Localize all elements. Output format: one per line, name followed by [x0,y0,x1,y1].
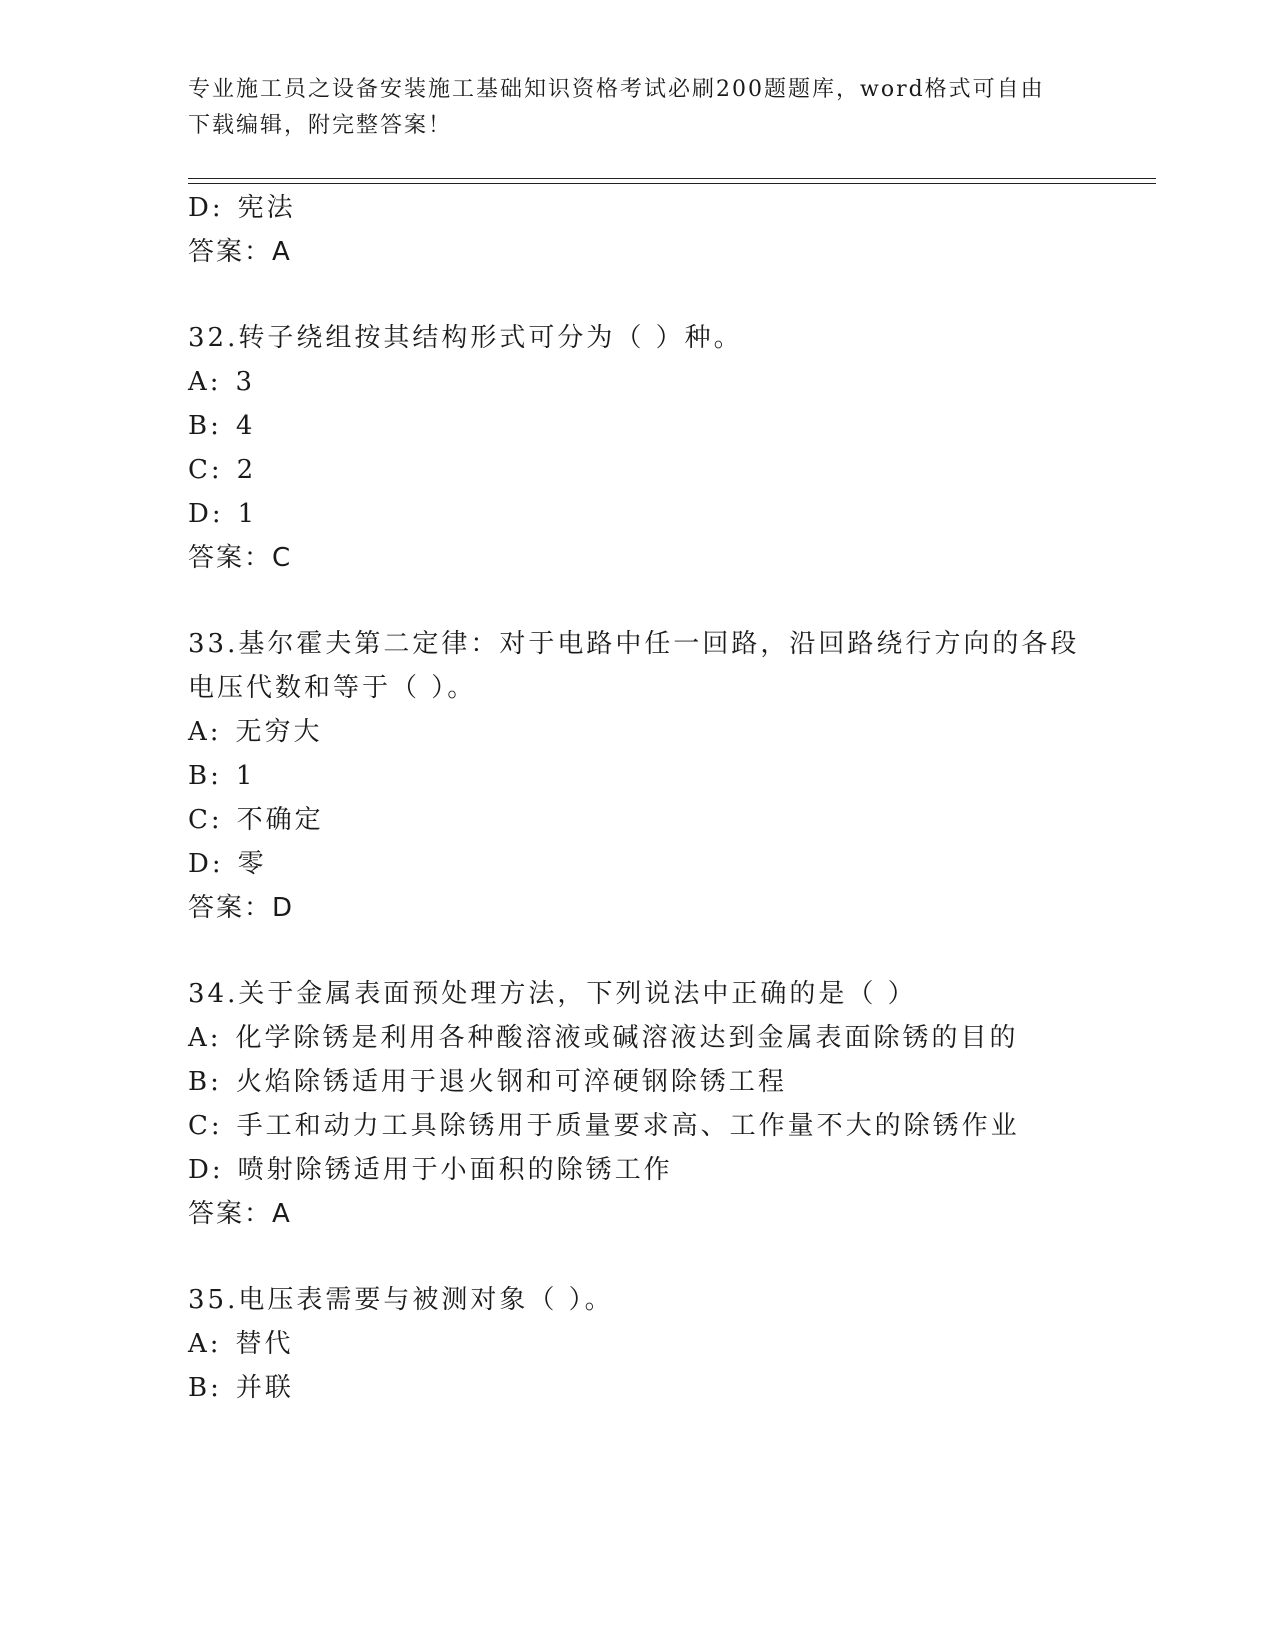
question-text: 关于金属表面预处理方法，下列说法中正确的是（ ） [238,979,917,1009]
option-key: A: [188,717,222,747]
answer-line: 答案：A [188,1199,292,1229]
option-text: 手工和动力工具除锈用于质量要求高、工作量不大的除锈作业 [236,1111,1020,1141]
option-text: 化学除锈是利用各种酸溶液或碱溶液达到金属表面除锈的目的 [235,1023,1019,1053]
option-key: A: [188,1023,222,1053]
option-a [188,366,255,398]
question-stem-continued: 电压代数和等于（ ）。 [188,673,477,703]
option-key: B: [188,1067,222,1097]
option-text: 零 [237,849,267,879]
option-text: 4 [235,411,256,441]
question-stem [188,1284,614,1316]
option-key: C: [188,455,223,485]
option-key: D: [188,849,224,879]
option-text: 1 [237,499,258,529]
header-line-2: 下载编辑，附完整答案！ [188,113,453,138]
option-text: 喷射除锈适用于小面积的除锈工作 [237,1155,673,1185]
option-c [188,804,324,836]
option-key: C: [188,805,223,835]
option-text: 并联 [235,1373,294,1403]
option-text: 2 [236,455,257,485]
question-number: 33. [188,629,239,659]
question-text: 基尔霍夫第二定律：对于电路中任一回路，沿回路绕行方向的各段 [238,629,1080,659]
option-d [188,848,267,880]
question-number: 32. [188,323,239,353]
answer-line: 答案：D [188,893,295,923]
option-key: D: [188,193,224,223]
answer-line: 答案：A [188,237,292,267]
question-text: 转子绕组按其结构形式可分为（ ）种。 [238,323,743,353]
header-divider-top [188,178,1156,179]
question-number: 34. [188,979,239,1009]
option-text: 3 [235,367,256,397]
question-stem [188,628,1079,660]
document-header [188,72,1088,144]
option-key: A: [188,1329,222,1359]
option-key: B: [188,1373,222,1403]
option-a [188,1328,294,1360]
option-a [188,1022,1019,1054]
header-divider-bottom [188,183,1156,184]
option-key: B: [188,411,222,441]
option-key: B: [188,761,222,791]
option-key: A: [188,367,222,397]
option-c [188,1110,1020,1142]
question-text: 电压表需要与被测对象（ ）。 [238,1285,614,1315]
option-key: D: [188,499,224,529]
question-stem [188,978,917,1010]
option-c [188,454,256,486]
option-d [188,192,296,224]
question-number: 35. [188,1285,239,1315]
option-text: 不确定 [236,805,324,835]
option-a [188,716,323,748]
answer-line: 答案：C [188,543,293,573]
option-text: 无穷大 [235,717,323,747]
option-b [188,1372,294,1404]
option-text: 宪法 [237,193,296,223]
option-key: C: [188,1111,223,1141]
option-b [188,410,255,442]
question-stem [188,322,743,354]
option-key: D: [188,1155,224,1185]
option-b [188,760,255,792]
option-text: 1 [235,761,256,791]
option-d [188,1154,673,1186]
option-text: 替代 [235,1329,294,1359]
header-line-1: 专业施工员之设备安装施工基础知识资格考试必刷200题题库，word格式可自由 [188,77,1045,102]
option-d [188,498,257,530]
option-b [188,1066,787,1098]
option-text: 火焰除锈适用于退火钢和可淬硬钢除锈工程 [235,1067,787,1097]
